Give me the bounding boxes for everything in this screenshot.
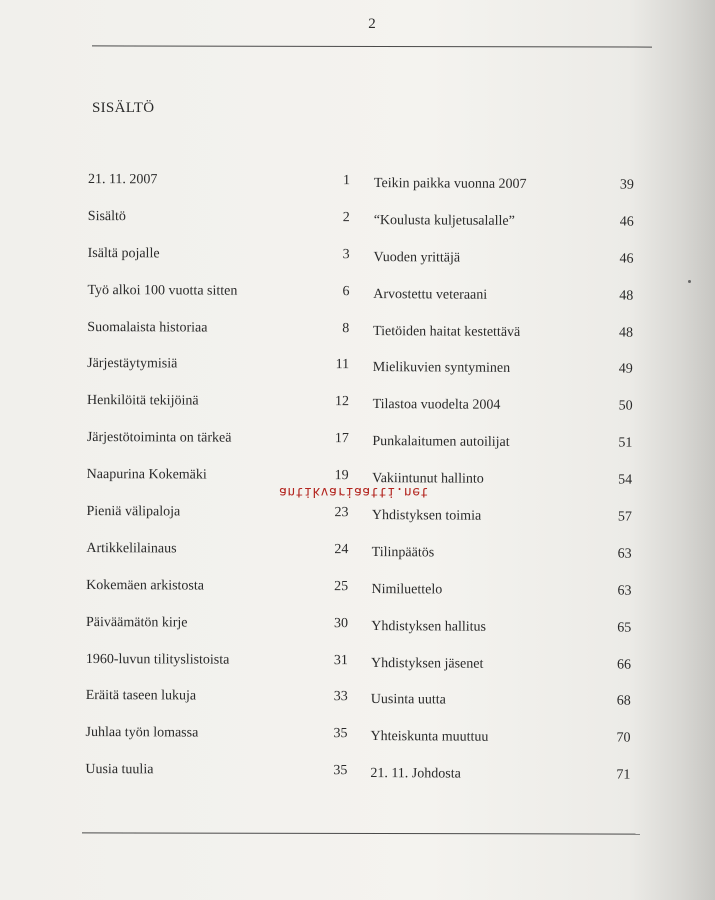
toc-entry-page: 1: [342, 173, 350, 189]
toc-entry: [78, 615, 358, 653]
toc-entry-page: 23: [334, 505, 349, 521]
toc-entry-page: 24: [334, 542, 349, 558]
toc-entry-page: 46: [619, 251, 634, 267]
toc-entry-title: Isältä pojalle: [87, 245, 160, 262]
toc-entry-page: 50: [618, 398, 633, 414]
toc-entry-page: 8: [342, 320, 350, 336]
toc-entry-title: Vakiintunut hallinto: [372, 471, 484, 487]
scan-speck: [688, 280, 691, 283]
top-rule: [92, 45, 652, 47]
toc-entry-title: Yhteiskunta muuttuu: [370, 729, 489, 746]
toc-entry-page: 3: [342, 246, 350, 262]
toc-entry-page: 19: [334, 468, 349, 484]
toc-entry-page: 2: [342, 210, 350, 226]
toc-entry: [80, 172, 360, 210]
toc-entry: [366, 213, 646, 252]
toc-entry-page: 33: [333, 689, 348, 705]
toc-entry-title: Järjestötoiminta on tärkeä: [86, 430, 232, 446]
toc-entry-title: Suomalaista historiaa: [87, 319, 208, 336]
toc-entry: [78, 578, 358, 616]
toc-entry-page: 35: [333, 726, 348, 742]
toc-entry-title: Sisältö: [87, 208, 126, 225]
toc-entry: [79, 430, 359, 468]
toc-entry: [79, 283, 359, 321]
toc-entry: [363, 582, 643, 621]
toc-entry-title: 1960-luvun tilityslistoista: [85, 651, 230, 668]
toc-entry-page: 30: [334, 615, 349, 631]
toc-entry-title: Nimiluettelo: [371, 581, 443, 598]
toc-entry: [79, 320, 359, 358]
toc-entry-page: 71: [616, 767, 631, 783]
toc-entry-title: 21. 11. Johdosta: [370, 766, 461, 782]
toc-entry-title: Järjestäytymisiä: [87, 356, 178, 372]
toc-entry: [365, 250, 645, 289]
toc-entry-page: 70: [616, 730, 631, 746]
page-number: 2: [368, 16, 376, 32]
toc-entry-title: Päiväämätön kirje: [86, 614, 188, 631]
toc-entry-page: 31: [333, 652, 348, 668]
toc-entry-title: 21. 11. 2007: [87, 172, 158, 188]
toc-entry-title: “Koulusta kuljetusalalle”: [373, 212, 515, 229]
toc-entry: [363, 619, 643, 658]
toc-entry-page: 12: [334, 394, 350, 410]
toc-entry-title: Juhlaa työn lomassa: [85, 725, 199, 741]
toc-entry: [78, 688, 358, 726]
toc-entry: [364, 397, 644, 436]
toc-entry-page: 11: [335, 357, 350, 373]
toc-entry-title: Yhdistyksen toimia: [371, 508, 482, 524]
toc-entry-title: Tilastoa vuodelta 2004: [372, 397, 501, 414]
toc-entry-title: Arvostettu veteraani: [373, 286, 488, 303]
bottom-rule: [82, 832, 640, 834]
toc-entry-title: Henkilöitä tekijöinä: [86, 393, 199, 409]
toc-entry-title: Naapurina Kokemäki: [86, 467, 207, 483]
toc-entry-page: 63: [617, 546, 632, 562]
toc-entry-page: 63: [617, 583, 632, 599]
toc-entry: [79, 393, 359, 431]
toc-entry-page: 65: [617, 620, 632, 636]
toc-entry-page: 25: [334, 578, 349, 594]
toc-entry-page: 57: [617, 509, 632, 525]
contents-heading: SISÄLTÖ: [92, 100, 155, 116]
toc-entry: [80, 246, 360, 284]
toc-entry: [362, 729, 642, 768]
toc-entry: [365, 324, 645, 363]
toc-entry-page: 54: [618, 472, 633, 488]
toc-entry: [363, 656, 643, 695]
toc-entry: [78, 541, 358, 579]
toc-entry: [365, 287, 645, 326]
toc-entry-title: Uusinta uutta: [370, 692, 446, 708]
toc-entry-page: 49: [618, 362, 633, 378]
toc-entry: [80, 209, 360, 247]
toc-entry: [364, 434, 644, 473]
toc-entry-page: 46: [619, 214, 634, 230]
toc-entry: [77, 725, 357, 763]
watermark-text: antikvariaatti.net: [279, 484, 429, 499]
toc-entry-title: Työ alkoi 100 vuotta sitten: [87, 282, 238, 299]
toc-entry-title: Teikin paikka vuonna 2007: [373, 176, 527, 192]
toc-entry: [364, 508, 644, 547]
toc-entry-title: Tietöiden haitat kestettävä: [373, 323, 521, 340]
toc-entry-title: Uusia tuulia: [85, 762, 154, 778]
toc-entry-title: Artikkelilainaus: [86, 540, 177, 557]
toc-entry: [366, 176, 646, 215]
toc-entry-page: 17: [334, 431, 349, 447]
toc-entry-page: 51: [618, 435, 633, 451]
toc-entry: [78, 504, 358, 542]
toc-entry-title: Eräitä taseen lukuja: [85, 688, 197, 704]
toc-entry-page: 48: [619, 288, 634, 304]
toc-entry-title: Punkalaitumen autoilijat: [372, 434, 510, 451]
toc-entry-page: 39: [619, 177, 634, 193]
toc-entry: [77, 762, 357, 800]
toc-entry: [363, 692, 643, 731]
toc-entry-page: 35: [333, 763, 348, 779]
toc-entry-title: Mielikuvien syntyminen: [372, 360, 511, 377]
toc-entry-title: Tilinpäätös: [371, 544, 435, 561]
toc-entry-title: Vuoden yrittäjä: [373, 249, 461, 266]
toc-entry-title: Pieniä välipaloja: [86, 504, 181, 520]
toc-entry: [79, 356, 359, 394]
toc-entry-title: Yhdistyksen hallitus: [371, 618, 487, 635]
toc-entry-page: 48: [619, 325, 634, 341]
toc-entry: [365, 360, 645, 399]
toc-entry-title: Yhdistyksen jäsenet: [370, 655, 484, 672]
toc-entry-page: 6: [342, 283, 350, 299]
toc-entry-page: 66: [616, 657, 632, 673]
toc-entry-page: 68: [616, 694, 631, 710]
toc-entry: [364, 545, 644, 584]
toc-entry-title: Kokemäen arkistosta: [86, 577, 205, 594]
toc-entry: [362, 766, 642, 805]
toc-entry: [78, 652, 358, 690]
